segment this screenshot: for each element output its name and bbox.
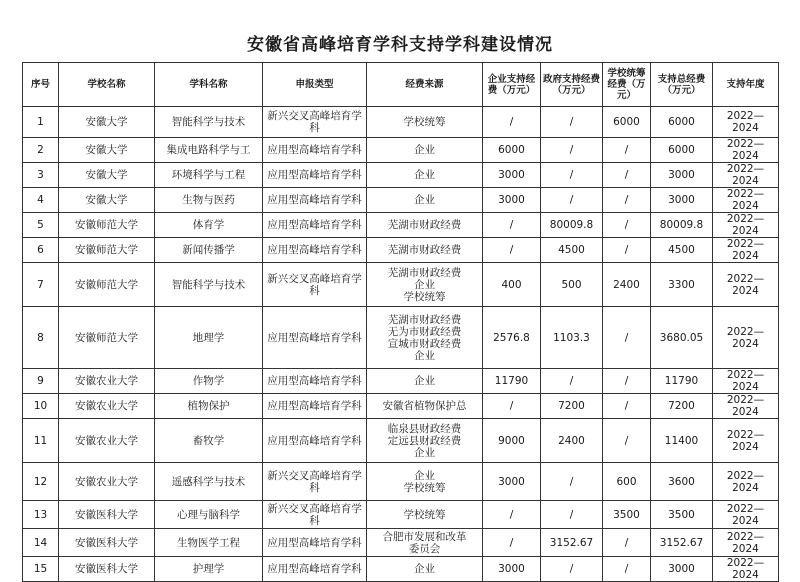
total-funding: 6000 (651, 138, 713, 163)
application-type: 应用型高峰培育学科 (263, 138, 367, 163)
table-row (23, 263, 779, 307)
subject-name: 集成电路科学与工 (155, 138, 263, 163)
row-number: 9 (23, 369, 59, 394)
enterprise-funding: 9000 (483, 419, 541, 463)
enterprise-funding: 11790 (483, 369, 541, 394)
subject-name: 体育学 (155, 213, 263, 238)
application-type: 应用型高峰培育学科 (263, 163, 367, 188)
government-funding: 4500 (541, 238, 603, 263)
subject-name: 新闻传播学 (155, 238, 263, 263)
funding-source: 企业 (367, 138, 483, 163)
support-years: 2022—2024 (713, 163, 779, 188)
application-type: 应用型高峰培育学科 (263, 238, 367, 263)
school-funding: 600 (603, 463, 651, 501)
row-number: 4 (23, 188, 59, 213)
funding-source: 安徽省植物保护总 (367, 394, 483, 419)
government-funding: / (541, 163, 603, 188)
total-funding: 3000 (651, 188, 713, 213)
table-row (23, 419, 779, 463)
school-funding: / (603, 369, 651, 394)
subject-name: 畜牧学 (155, 419, 263, 463)
school-funding: / (603, 138, 651, 163)
total-funding: 11790 (651, 369, 713, 394)
row-number: 13 (23, 501, 59, 529)
table-row (23, 463, 779, 501)
subject-name: 环境科学与工程 (155, 163, 263, 188)
row-number: 14 (23, 529, 59, 557)
funding-source: 合肥市发展和改革 委员会 (367, 529, 483, 557)
government-funding: / (541, 107, 603, 138)
row-number: 10 (23, 394, 59, 419)
school-funding: / (603, 188, 651, 213)
application-type: 应用型高峰培育学科 (263, 307, 367, 369)
funding-source: 芜湖市财政经费 (367, 213, 483, 238)
page-title: 安徽省高峰培育学科支持学科建设情况 (247, 35, 553, 55)
school-name: 安徽师范大学 (59, 213, 155, 238)
funding-source: 企业 (367, 369, 483, 394)
row-number: 11 (23, 419, 59, 463)
funding-source: 企业 (367, 557, 483, 582)
table-row (23, 501, 779, 529)
support-years: 2022—2024 (713, 394, 779, 419)
government-funding: 1103.3 (541, 307, 603, 369)
application-type: 应用型高峰培育学科 (263, 369, 367, 394)
total-funding: 3000 (651, 557, 713, 582)
application-type: 新兴交叉高峰培育学科 (263, 501, 367, 529)
support-years: 2022—2024 (713, 419, 779, 463)
enterprise-funding: / (483, 529, 541, 557)
header-cell: 支持年度 (713, 63, 779, 107)
government-funding: 80009.8 (541, 213, 603, 238)
government-funding: / (541, 501, 603, 529)
application-type: 应用型高峰培育学科 (263, 188, 367, 213)
header-cell: 申报类型 (263, 63, 367, 107)
subject-name: 心理与脑科学 (155, 501, 263, 529)
support-years: 2022—2024 (713, 138, 779, 163)
support-years: 2022—2024 (713, 307, 779, 369)
school-funding: / (603, 163, 651, 188)
government-funding: 3152.67 (541, 529, 603, 557)
row-number: 15 (23, 557, 59, 582)
government-funding: 500 (541, 263, 603, 307)
total-funding: 4500 (651, 238, 713, 263)
funding-source: 学校统筹 (367, 501, 483, 529)
header-cell: 学科名称 (155, 63, 263, 107)
enterprise-funding: 3000 (483, 163, 541, 188)
school-funding: / (603, 557, 651, 582)
enterprise-funding: 6000 (483, 138, 541, 163)
subject-name: 生物医学工程 (155, 529, 263, 557)
application-type: 新兴交叉高峰培育学科 (263, 263, 367, 307)
total-funding: 3300 (651, 263, 713, 307)
support-years: 2022—2024 (713, 238, 779, 263)
funding-source: 学校统筹 (367, 107, 483, 138)
government-funding: / (541, 188, 603, 213)
enterprise-funding: 400 (483, 263, 541, 307)
support-years: 2022—2024 (713, 501, 779, 529)
school-funding: / (603, 419, 651, 463)
table-row (23, 138, 779, 163)
row-number: 8 (23, 307, 59, 369)
header-cell: 政府支持经费（万元） (541, 63, 603, 107)
row-number: 7 (23, 263, 59, 307)
enterprise-funding: 3000 (483, 463, 541, 501)
government-funding: 7200 (541, 394, 603, 419)
school-name: 安徽农业大学 (59, 463, 155, 501)
application-type: 应用型高峰培育学科 (263, 213, 367, 238)
enterprise-funding: / (483, 107, 541, 138)
row-number: 3 (23, 163, 59, 188)
total-funding: 3680.05 (651, 307, 713, 369)
subject-name: 遥感科学与技术 (155, 463, 263, 501)
school-funding: 3500 (603, 501, 651, 529)
header-cell: 企业支持经费（万元） (483, 63, 541, 107)
total-funding: 3600 (651, 463, 713, 501)
enterprise-funding: / (483, 238, 541, 263)
subject-name: 植物保护 (155, 394, 263, 419)
row-number: 6 (23, 238, 59, 263)
school-name: 安徽大学 (59, 163, 155, 188)
header-cell: 序号 (23, 63, 59, 107)
row-number: 1 (23, 107, 59, 138)
school-funding: / (603, 529, 651, 557)
subject-name: 生物与医药 (155, 188, 263, 213)
funding-source: 企业 学校统筹 (367, 463, 483, 501)
school-name: 安徽农业大学 (59, 419, 155, 463)
table-row (23, 107, 779, 138)
subject-name: 智能科学与技术 (155, 107, 263, 138)
row-number: 2 (23, 138, 59, 163)
table-row (23, 163, 779, 188)
funding-source: 芜湖市财政经费 企业 学校统筹 (367, 263, 483, 307)
enterprise-funding: / (483, 394, 541, 419)
application-type: 应用型高峰培育学科 (263, 529, 367, 557)
government-funding: / (541, 463, 603, 501)
school-name: 安徽大学 (59, 188, 155, 213)
school-funding: / (603, 307, 651, 369)
school-name: 安徽师范大学 (59, 263, 155, 307)
subject-name: 护理学 (155, 557, 263, 582)
table-row (23, 213, 779, 238)
funding-source: 芜湖市财政经费 (367, 238, 483, 263)
total-funding: 80009.8 (651, 213, 713, 238)
enterprise-funding: / (483, 213, 541, 238)
total-funding: 6000 (651, 107, 713, 138)
total-funding: 7200 (651, 394, 713, 419)
funding-source: 临泉县财政经费 定远县财政经费 企业 (367, 419, 483, 463)
total-funding: 11400 (651, 419, 713, 463)
enterprise-funding: 2576.8 (483, 307, 541, 369)
funding-source: 企业 (367, 163, 483, 188)
enterprise-funding: 3000 (483, 188, 541, 213)
subject-name: 地理学 (155, 307, 263, 369)
support-years: 2022—2024 (713, 369, 779, 394)
table-row (23, 188, 779, 213)
application-type: 应用型高峰培育学科 (263, 419, 367, 463)
discipline-table (22, 62, 779, 582)
school-funding: / (603, 213, 651, 238)
government-funding: / (541, 557, 603, 582)
funding-source: 芜湖市财政经费 无为市财政经费 宣城市财政经费 企业 (367, 307, 483, 369)
application-type: 新兴交叉高峰培育学科 (263, 463, 367, 501)
header-cell: 支持总经费（万元） (651, 63, 713, 107)
government-funding: / (541, 369, 603, 394)
table-header-row (23, 63, 779, 107)
row-number: 12 (23, 463, 59, 501)
header-cell: 学校统筹经费（万元） (603, 63, 651, 107)
school-name: 安徽师范大学 (59, 238, 155, 263)
government-funding: 2400 (541, 419, 603, 463)
school-name: 安徽医科大学 (59, 557, 155, 582)
total-funding: 3152.67 (651, 529, 713, 557)
header-cell: 经费来源 (367, 63, 483, 107)
school-name: 安徽师范大学 (59, 307, 155, 369)
row-number: 5 (23, 213, 59, 238)
funding-source: 企业 (367, 188, 483, 213)
school-name: 安徽大学 (59, 107, 155, 138)
enterprise-funding: / (483, 501, 541, 529)
support-years: 2022—2024 (713, 107, 779, 138)
support-years: 2022—2024 (713, 557, 779, 582)
total-funding: 3500 (651, 501, 713, 529)
support-years: 2022—2024 (713, 213, 779, 238)
school-name: 安徽医科大学 (59, 501, 155, 529)
total-funding: 3000 (651, 163, 713, 188)
header-cell: 学校名称 (59, 63, 155, 107)
support-years: 2022—2024 (713, 263, 779, 307)
application-type: 应用型高峰培育学科 (263, 394, 367, 419)
application-type: 新兴交叉高峰培育学科 (263, 107, 367, 138)
government-funding: / (541, 138, 603, 163)
support-years: 2022—2024 (713, 188, 779, 213)
school-funding: 6000 (603, 107, 651, 138)
table-row (23, 238, 779, 263)
table-row (23, 557, 779, 582)
subject-name: 作物学 (155, 369, 263, 394)
table-row (23, 369, 779, 394)
enterprise-funding: 3000 (483, 557, 541, 582)
school-name: 安徽医科大学 (59, 529, 155, 557)
school-name: 安徽大学 (59, 138, 155, 163)
school-funding: / (603, 394, 651, 419)
subject-name: 智能科学与技术 (155, 263, 263, 307)
table-row (23, 529, 779, 557)
application-type: 应用型高峰培育学科 (263, 557, 367, 582)
school-name: 安徽农业大学 (59, 394, 155, 419)
school-name: 安徽农业大学 (59, 369, 155, 394)
support-years: 2022—2024 (713, 529, 779, 557)
school-funding: 2400 (603, 263, 651, 307)
table-row (23, 307, 779, 369)
table-row (23, 394, 779, 419)
support-years: 2022—2024 (713, 463, 779, 501)
school-funding: / (603, 238, 651, 263)
